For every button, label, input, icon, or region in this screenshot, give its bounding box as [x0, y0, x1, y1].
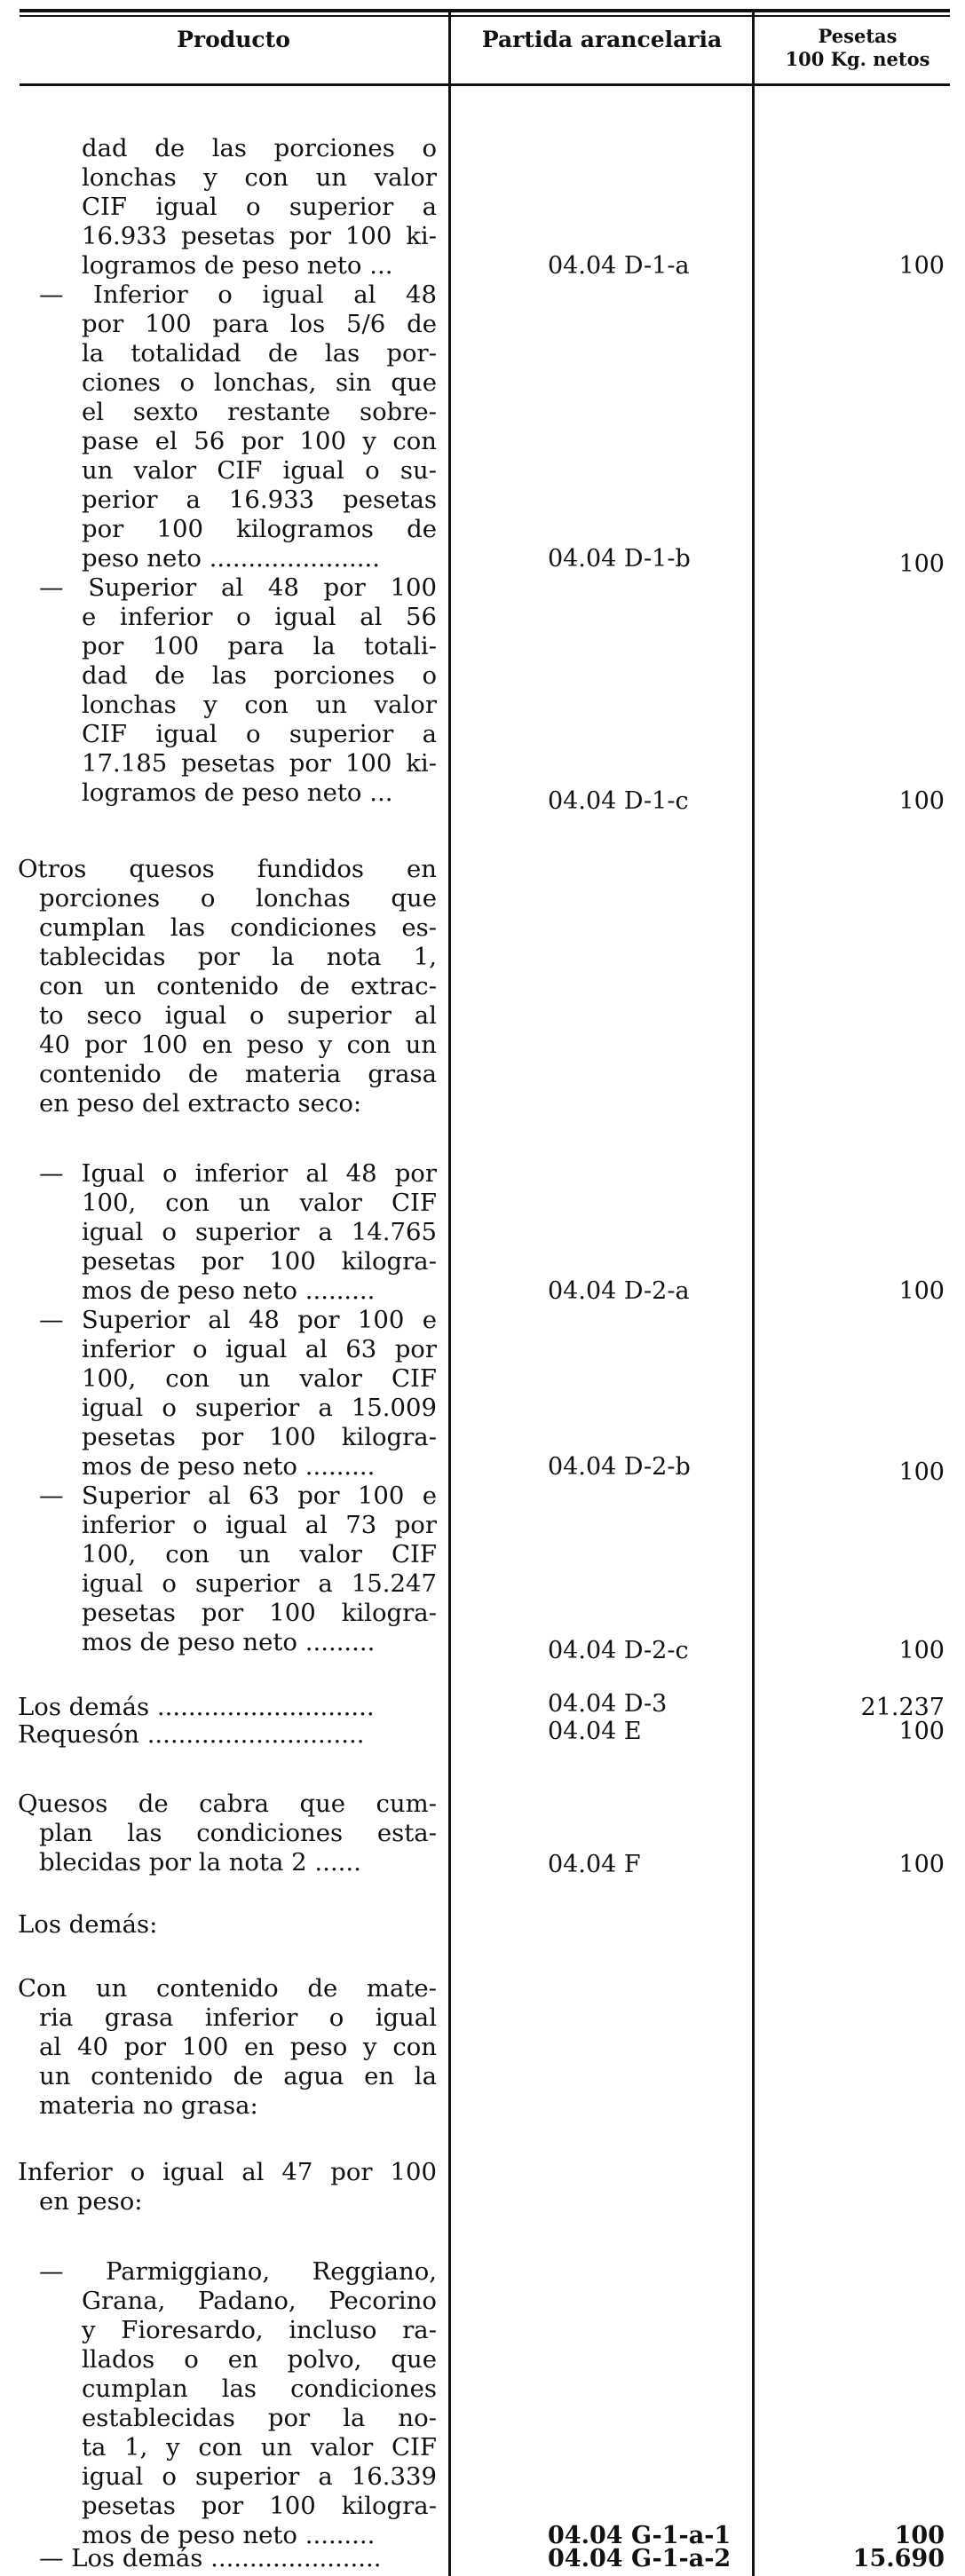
product-line: ta 1, y con un valor CIF: [82, 2433, 437, 2461]
product-line: mos de peso neto .........: [82, 2521, 376, 2549]
partida-arancelaria: 04.04 E: [548, 1718, 642, 1745]
product-line: — Inferior o igual al 48: [39, 281, 437, 309]
product-line: — Superior al 63 por 100 e: [39, 1482, 437, 1510]
header-partida: Partida arancelaria: [481, 27, 723, 52]
product-line: establecidas por la no-: [82, 2404, 437, 2432]
product-line: — Igual o inferior al 48 por: [39, 1159, 437, 1188]
product-line: — Superior al 48 por 100: [39, 573, 437, 602]
product-line: Requesón ............................: [18, 1720, 365, 1749]
product-line: en peso:: [39, 2187, 143, 2216]
product-line: CIF igual o superior a: [82, 193, 437, 221]
product-line: por 100 kilogramos de: [82, 515, 437, 543]
product-line: mos de peso neto .........: [82, 1628, 376, 1656]
product-line: pesetas por 100 kilogra-: [82, 1423, 437, 1451]
pesetas-value: 21.237: [860, 1694, 945, 1721]
partida-arancelaria: 04.04 D-2-b: [548, 1453, 691, 1481]
product-line: materia no grasa:: [39, 2091, 258, 2120]
partida-arancelaria: 04.04 G-1-a-2: [548, 2545, 732, 2572]
pesetas-value: 100: [898, 787, 945, 815]
product-line: por 100 para los 5/6 de: [82, 310, 437, 338]
product-line: pesetas por 100 kilogra-: [82, 2492, 437, 2520]
product-line: cumplan las condiciones es-: [39, 913, 437, 942]
partida-arancelaria: 04.04 D-2-c: [548, 1637, 689, 1664]
partida-arancelaria: 04.04 D-1-b: [548, 545, 691, 573]
section-los-demas: Los demás:: [18, 1910, 158, 1939]
product-line: un contenido de agua en la: [39, 2062, 437, 2090]
pesetas-value: 100: [898, 1851, 945, 1878]
product-line: Otros quesos fundidos en: [18, 855, 437, 883]
product-line: blecidas por la nota 2 ......: [39, 1848, 361, 1877]
top-rule-thin: [20, 15, 950, 17]
product-line: la totalidad de las por-: [82, 339, 437, 367]
header-rule: [20, 83, 950, 86]
pesetas-value: 100: [898, 1718, 945, 1745]
product-line: un valor CIF igual o su-: [82, 456, 437, 485]
product-line: — Parmiggiano, Reggiano,: [39, 2257, 437, 2286]
header-pesetas-line1: Pesetas: [818, 25, 898, 47]
product-line: ciones o lonchas, sin que: [82, 368, 437, 397]
column-divider-1: [448, 12, 451, 2576]
product-line: — Los demás ......................: [39, 2544, 382, 2572]
top-rule-thick: [20, 9, 950, 12]
partida-arancelaria: 04.04 D-2-a: [548, 1277, 690, 1305]
product-line: inferior o igual al 73 por: [82, 1511, 437, 1539]
product-line: pase el 56 por 100 y con: [82, 427, 437, 455]
pesetas-value: 15.690: [852, 2545, 945, 2572]
product-line: en peso del extracto seco:: [39, 1089, 362, 1118]
product-line: dad de las porciones o: [82, 661, 437, 690]
product-line: dad de las porciones o: [82, 134, 437, 162]
product-line: contenido de materia grasa: [39, 1060, 437, 1088]
product-line: CIF igual o superior a: [82, 720, 437, 748]
product-line: logramos de peso neto ...: [82, 251, 393, 280]
product-line: lonchas y con un valor: [82, 163, 437, 192]
product-line: igual o superior a 16.339: [82, 2462, 437, 2491]
product-line: igual o superior a 14.765: [82, 1218, 437, 1246]
product-line: plan las condiciones esta-: [39, 1819, 437, 1847]
product-line: igual o superior a 15.247: [82, 1569, 437, 1598]
product-line: ria grasa inferior o igual: [39, 2003, 437, 2032]
product-line: Con un contenido de mate-: [18, 1974, 437, 2003]
pesetas-value: 100: [894, 2522, 945, 2549]
product-line: igual o superior a 15.009: [82, 1394, 437, 1422]
header-pesetas-line2: 100 Kg. netos: [785, 48, 930, 70]
product-line: tablecidas por la nota 1,: [39, 943, 437, 971]
product-line: 100, con un valor CIF: [82, 1364, 437, 1393]
product-line: e inferior o igual al 56: [82, 603, 437, 631]
product-line: perior a 16.933 pesetas: [82, 486, 437, 514]
partida-arancelaria: 04.04 D-3: [548, 1690, 668, 1718]
product-line: pesetas por 100 kilogra-: [82, 1247, 437, 1276]
product-line: por 100 para la totali-: [82, 632, 437, 660]
product-line: Inferior o igual al 47 por 100: [18, 2158, 437, 2186]
product-line: y Fioresardo, incluso ra-: [82, 2316, 437, 2344]
product-line: al 40 por 100 en peso y con: [39, 2033, 437, 2061]
product-line: 40 por 100 en peso y con un: [39, 1031, 437, 1059]
pesetas-value: 100: [898, 1458, 945, 1486]
header-producto: Producto: [177, 27, 290, 52]
product-line: 100, con un valor CIF: [82, 1540, 437, 1569]
product-line: lonchas y con un valor: [82, 691, 437, 719]
product-line: mos de peso neto .........: [82, 1276, 376, 1305]
pesetas-value: 100: [898, 550, 945, 578]
product-line: 17.185 pesetas por 100 ki-: [82, 749, 437, 778]
partida-arancelaria: 04.04 D-1-a: [548, 252, 690, 280]
product-line: 100, con un valor CIF: [82, 1189, 437, 1217]
product-line: Los demás ............................: [18, 1693, 375, 1721]
product-line: logramos de peso neto ...: [82, 778, 393, 807]
product-line: — Superior al 48 por 100 e: [39, 1306, 437, 1334]
product-line: 16.933 pesetas por 100 ki-: [82, 222, 437, 250]
partida-arancelaria: 04.04 G-1-a-1: [548, 2522, 732, 2549]
product-line: llados o en polvo, que: [82, 2345, 437, 2374]
partida-arancelaria: 04.04 F: [548, 1851, 641, 1878]
column-divider-2: [752, 12, 755, 2576]
pesetas-value: 100: [898, 1277, 945, 1305]
product-line: el sexto restante sobre-: [82, 398, 437, 426]
product-line: cumplan las condiciones: [82, 2375, 437, 2403]
product-line: pesetas por 100 kilogra-: [82, 1599, 437, 1627]
product-line: Grana, Padano, Pecorino: [82, 2287, 437, 2315]
product-line: peso neto ......................: [82, 544, 380, 573]
product-line: porciones o lonchas que: [39, 884, 437, 913]
product-line: con un contenido de extrac-: [39, 972, 437, 1000]
partida-arancelaria: 04.04 D-1-c: [548, 787, 689, 815]
header-pesetas: [756, 25, 959, 71]
product-line: Quesos de cabra que cum-: [18, 1790, 437, 1818]
product-line: to seco igual o superior al: [39, 1001, 437, 1030]
product-line: mos de peso neto .........: [82, 1452, 376, 1481]
pesetas-value: 100: [898, 252, 945, 280]
product-line: inferior o igual al 63 por: [82, 1335, 437, 1363]
pesetas-value: 100: [898, 1637, 945, 1664]
